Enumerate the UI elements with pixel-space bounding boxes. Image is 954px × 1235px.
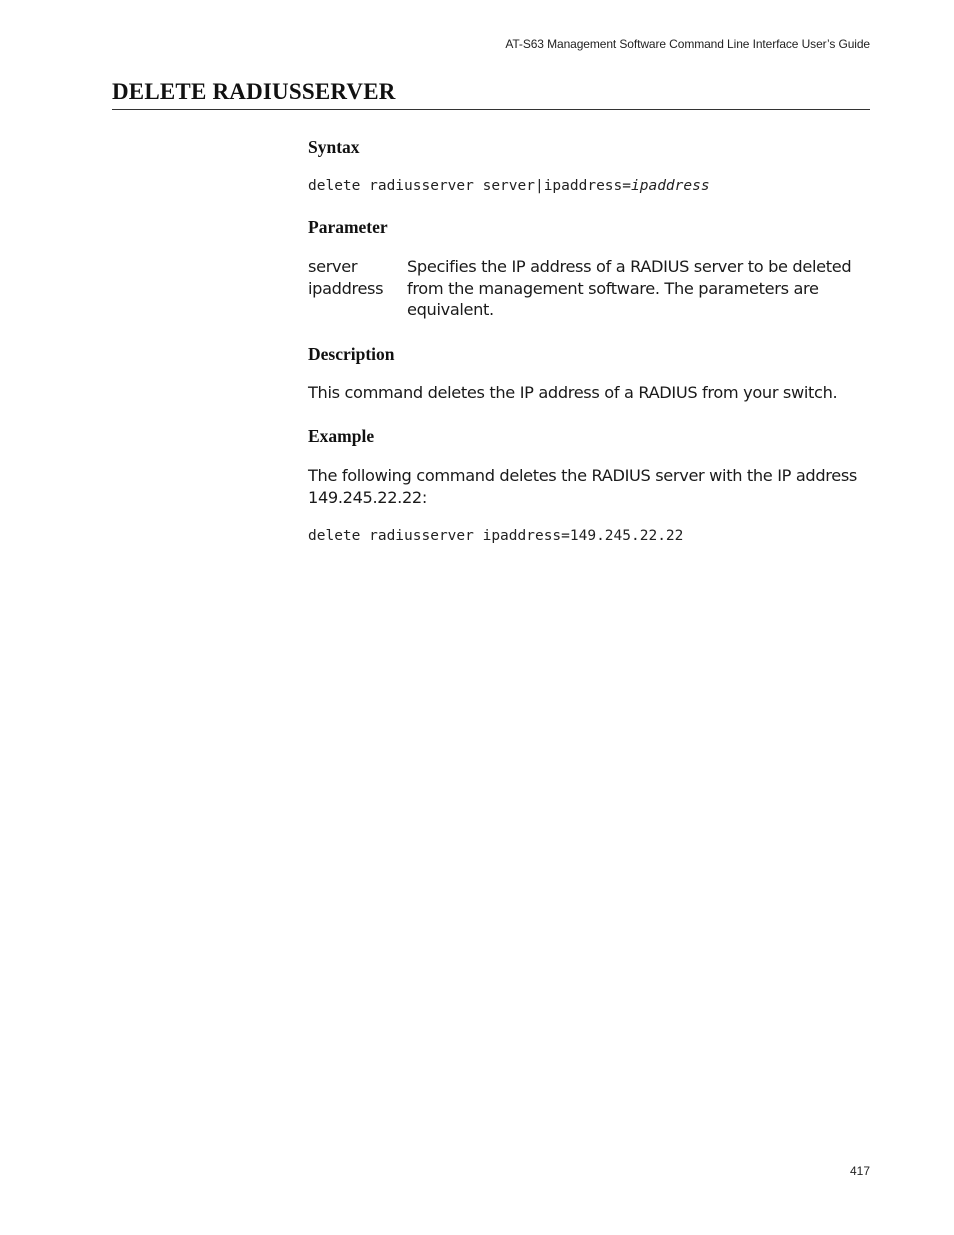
example-command: delete radiusserver ipaddress=149.245.22.22	[308, 528, 684, 544]
syntax-command-text: delete radiusserver server|ipaddress=	[308, 178, 632, 194]
page-title: DELETE RADIUSSERVER	[112, 79, 396, 104]
syntax-command-argument: ipaddress	[631, 178, 710, 194]
description-heading: Description	[308, 343, 395, 364]
page-number: 417	[849, 1164, 870, 1178]
title-rule	[112, 109, 870, 110]
running-header: AT-S63 Management Software Command Line Interface User’s Guide	[505, 37, 870, 51]
example-text	[308, 465, 870, 508]
parameter-name-ipaddress: ipaddress	[308, 278, 384, 298]
description-text: This command deletes the IP address of a RADIUS from your switch.	[308, 382, 838, 402]
parameter-name-server: server	[308, 257, 358, 276]
parameter-table	[308, 256, 870, 321]
parameter-names	[308, 256, 407, 321]
syntax-heading: Syntax	[308, 137, 360, 157]
example-text-line: The following command deletes the RADIUS server with the IP address	[308, 466, 857, 485]
example-heading: Example	[308, 426, 375, 446]
example-text-line: 149.245.22.22:	[308, 487, 427, 507]
parameter-description-line: from the management software. The parameters are	[407, 278, 819, 298]
syntax-command	[308, 176, 870, 196]
parameter-heading: Parameter	[308, 217, 388, 237]
parameter-description-line: Specifies the IP address of a RADIUS server to be deleted	[407, 257, 852, 276]
parameter-description-line: equivalent.	[407, 300, 494, 319]
parameter-description	[407, 256, 870, 321]
content	[308, 136, 870, 546]
